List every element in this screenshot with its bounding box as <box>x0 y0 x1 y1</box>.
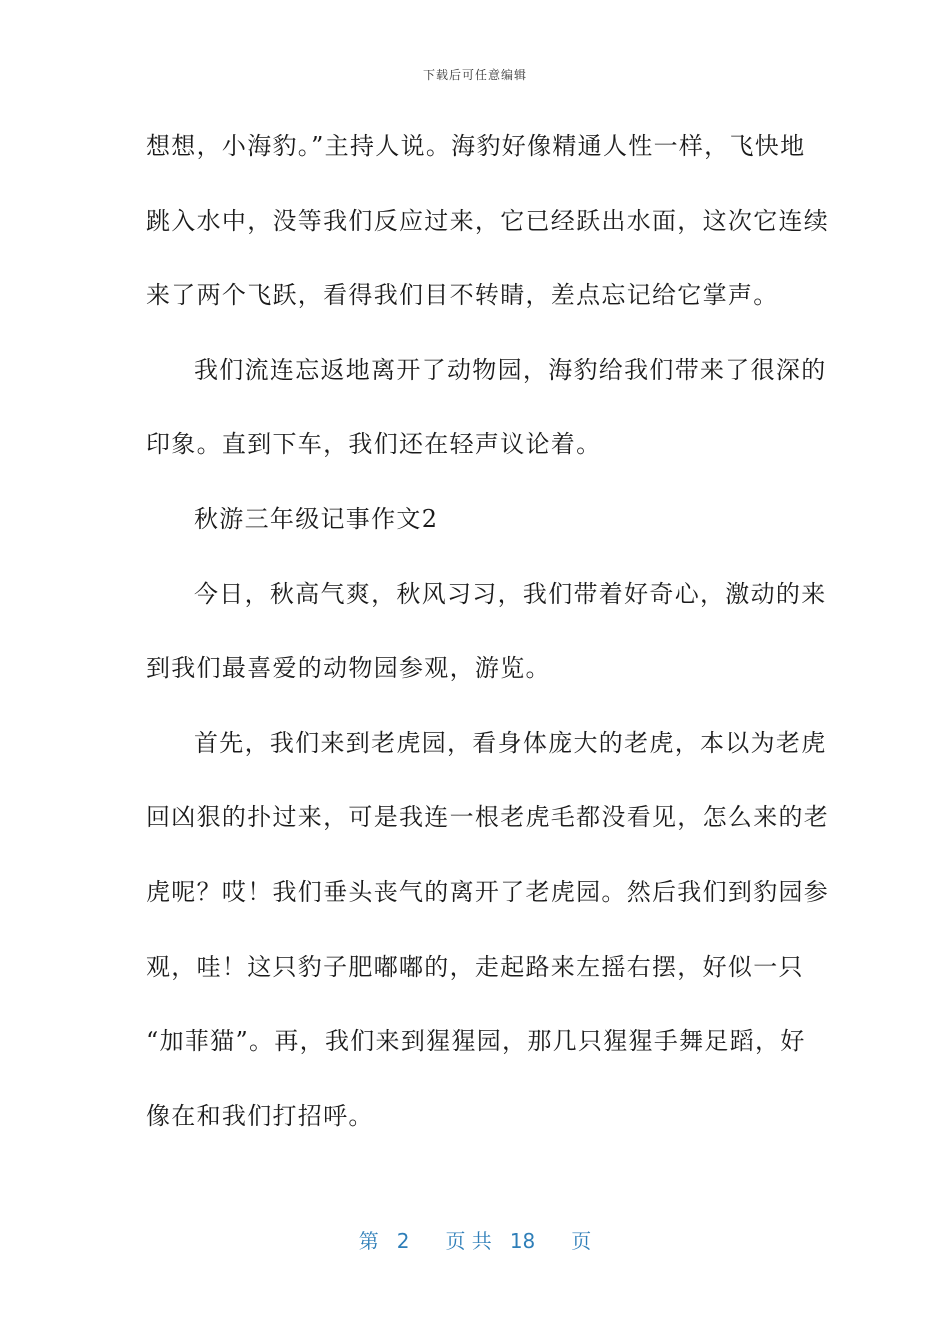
text-line: “加菲猫”。再，我们来到猩猩园，那几只猩猩手舞足蹈，好 <box>146 1027 806 1056</box>
text-line: 观，哇！这只豹子肥嘟嘟的，走起路来左摇右摆，好似一只 <box>146 952 804 981</box>
essay-title: 秋游三年级记事作文2 <box>194 504 439 533</box>
text-line: 虎呢？哎！我们垂头丧气的离开了老虎园。然后我们到豹园参 <box>146 877 830 906</box>
footer-middle: 页 共 <box>445 1229 492 1253</box>
paragraph-start-line: 我们流连忘返地离开了动物园，海豹给我们带来了很深的 <box>194 355 827 384</box>
text-line: 印象。直到下车，我们还在轻声议论着。 <box>146 430 602 459</box>
paragraph-start-line: 首先，我们来到老虎园，看身体庞大的老虎，本以为老虎 <box>194 728 827 757</box>
text-line: 想想，小海豹。”主持人说。海豹好像精通人性一样，飞快地 <box>146 132 806 160</box>
text-line: 到我们最喜爱的动物园参观，游览。 <box>146 654 551 683</box>
page-number-footer <box>0 1225 950 1254</box>
body-text <box>146 127 830 1171</box>
total-pages-number: 18 <box>509 1229 536 1253</box>
text-line: 跳入水中，没等我们反应过来，它已经跃出水面，这次它连续 <box>146 206 830 235</box>
page-header-note: 下载后可任意编辑 <box>422 68 527 82</box>
footer-prefix: 第 <box>358 1229 379 1253</box>
text-line: 像在和我们打招呼。 <box>146 1101 374 1130</box>
text-line: 回凶狠的扑过来，可是我连一根老虎毛都没看见，怎么来的老 <box>146 803 830 832</box>
footer-suffix: 页 <box>571 1229 592 1253</box>
current-page-number: 2 <box>396 1229 410 1253</box>
paragraph-start-line: 今日，秋高气爽，秋风习习，我们带着好奇心，激动的来 <box>194 579 827 608</box>
text-line: 来了两个飞跃，看得我们目不转睛，差点忘记给它掌声。 <box>146 281 779 310</box>
